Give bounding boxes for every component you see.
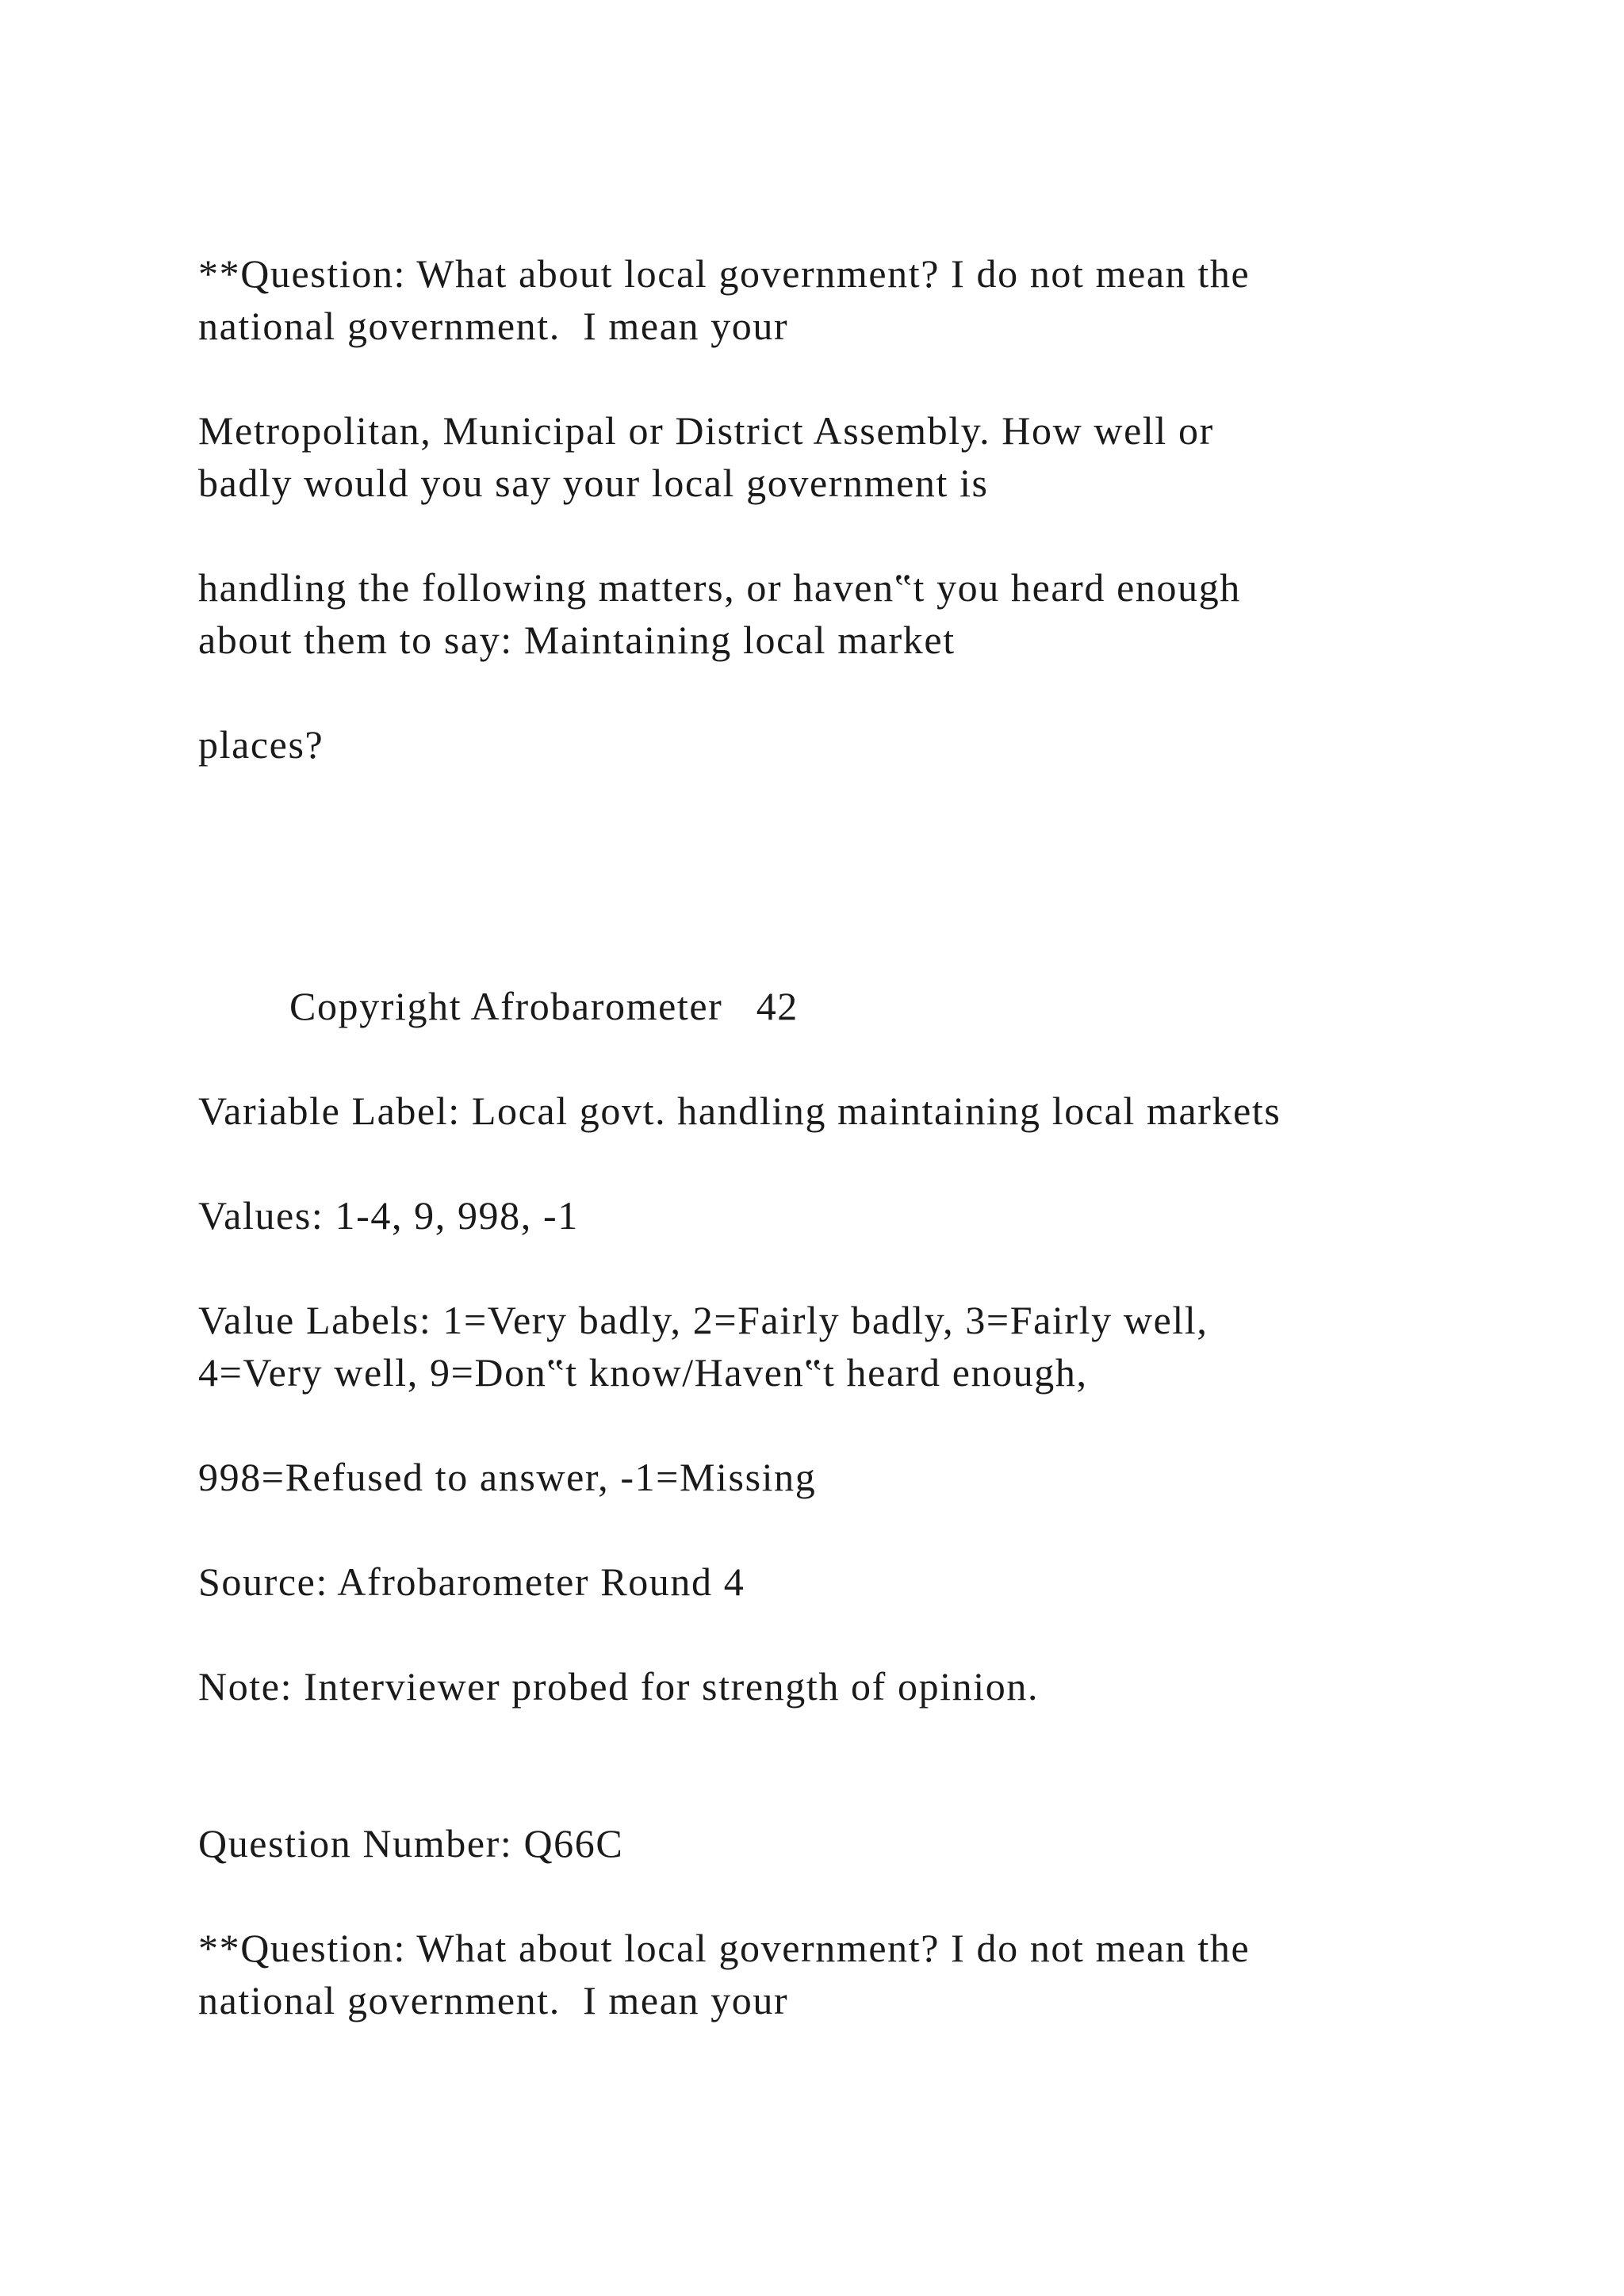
variable-label: Variable Label: Local govt. handling maintaining local markets xyxy=(198,1089,1281,1133)
note-line: Note: Interviewer probed for strength of opinion. xyxy=(198,1664,1040,1709)
question-text-line: **Question: What about local government? I do not mean the xyxy=(198,1926,1251,1970)
question-text-line: national government. I mean your xyxy=(198,304,789,348)
question-text-line: **Question: What about local government? I do not mean the xyxy=(198,251,1251,296)
question-text-line: about them to say: Maintaining local market xyxy=(198,618,956,662)
source-line: Source: Afrobarometer Round 4 xyxy=(198,1559,745,1604)
question-text-line: places? xyxy=(198,722,324,767)
question-text-line: handling the following matters, or haven‟t you heard enough xyxy=(198,565,1241,610)
value-labels-line: 4=Very well, 9=Don‟t know/Haven‟t heard enough, xyxy=(198,1350,1088,1395)
copyright-footer: Copyright Afrobarometer 42 xyxy=(289,984,799,1028)
value-labels-line: Value Labels: 1=Very badly, 2=Fairly badly, 3=Fairly well, xyxy=(198,1298,1208,1342)
question-number: Question Number: Q66C xyxy=(198,1821,624,1866)
question-text-line: national government. I mean your xyxy=(198,1978,789,2022)
values-line: Values: 1-4, 9, 998, -1 xyxy=(198,1193,579,1238)
value-labels-line: 998=Refused to answer, -1=Missing xyxy=(198,1455,817,1499)
question-text-line: Metropolitan, Municipal or District Assembly. How well or xyxy=(198,408,1214,453)
question-text-line: badly would you say your local government is xyxy=(198,461,989,505)
